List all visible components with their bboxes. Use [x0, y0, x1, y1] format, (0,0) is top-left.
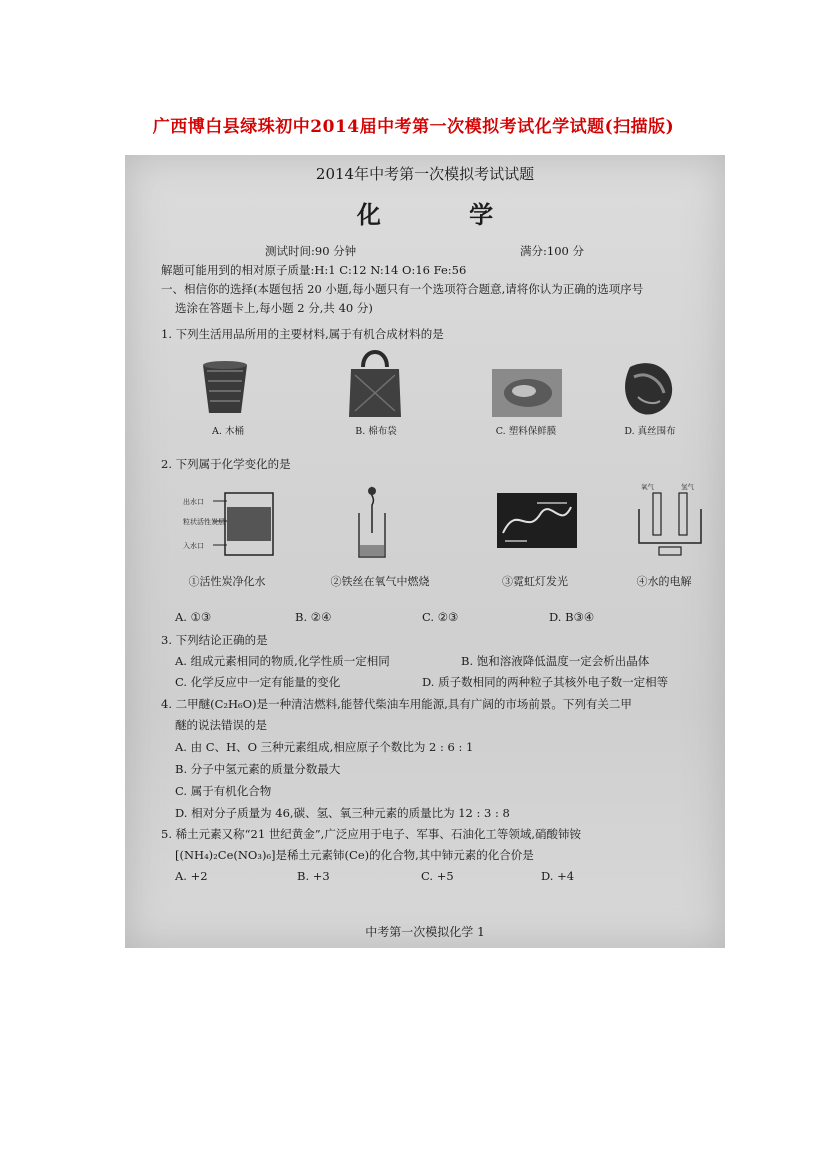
q4-stem-line1: 4. 二甲醚(C₂H₆O)是一种清洁燃料,能替代柴油车用能源,具有广阔的市场前景。下列有关二甲 — [161, 697, 632, 711]
fig4-label-oxygen: 氧气 — [641, 483, 654, 491]
iron-burning-picture — [347, 483, 397, 563]
silk-scarf-picture — [620, 357, 680, 422]
q1-option-c: C. 塑料保鲜膜 — [495, 426, 557, 437]
atomic-masses: 解题可能用到的相对原子质量:H:1 C:12 N:14 O:16 Fe:56 — [161, 263, 467, 277]
q1-option-b: B. 棉布袋 — [355, 426, 397, 437]
q4-option-c: C. 属于有机化合物 — [175, 784, 272, 798]
q2-option-b: B. ②④ — [295, 610, 332, 624]
q5-option-c: C. +5 — [421, 869, 454, 883]
exam-score: 满分:100 分 — [520, 244, 584, 258]
document-title: 广西博白县绿珠初中2014届中考第一次模拟考试化学试题(扫描版) — [152, 117, 675, 137]
q1-stem: 1. 下列生活用品所用的主要材料,属于有机合成材料的是 — [161, 327, 444, 341]
q2-stem: 2. 下列属于化学变化的是 — [161, 457, 291, 471]
q2-option-d: D. B③④ — [549, 610, 595, 624]
q3-option-c: C. 化学反应中一定有能量的变化 — [175, 675, 341, 689]
exam-header: 2014年中考第一次模拟考试试题 — [315, 165, 535, 183]
fig1-label-outlet: 出水口 — [183, 498, 204, 506]
q2-option-c: C. ②③ — [422, 610, 459, 624]
q3-stem: 3. 下列结论正确的是 — [161, 633, 268, 647]
q5-option-d: D. +4 — [541, 869, 575, 883]
fig1-label-carbon: 粒状活性炭层 — [183, 518, 225, 526]
q1-option-d: D. 真丝围布 — [624, 426, 676, 437]
page-footer: 中考第一次模拟化学 1 — [365, 925, 485, 939]
fig1-label-inlet: 入水口 — [183, 542, 204, 550]
carbon-filter-picture — [183, 489, 278, 559]
q5-option-b: B. +3 — [297, 869, 330, 883]
q4-option-d: D. 相对分子质量为 46,碳、氢、氧三种元素的质量比为 12 : 3 : 8 — [175, 806, 510, 820]
q3-option-b: B. 饱和溶液降低温度一定会析出晶体 — [461, 654, 650, 668]
q4-option-b: B. 分子中氢元素的质量分数最大 — [175, 762, 341, 776]
q5-stem-line1: 5. 稀土元素又称“21 世纪黄金”,广泛应用于电子、军事、石油化工等领域,硝酸铈铵 — [161, 827, 581, 841]
q2-option-a: A. ①③ — [175, 610, 212, 624]
fig4-label-hydrogen: 氢气 — [681, 483, 694, 491]
cotton-bag-picture — [345, 345, 405, 420]
q4-stem-line2: 醚的说法错误的是 — [175, 718, 267, 732]
q3-option-a: A. 组成元素相同的物质,化学性质一定相同 — [175, 654, 390, 668]
section1-instructions-line2: 选涂在答题卡上,每小题 2 分,共 40 分) — [175, 301, 373, 315]
exam-time: 测试时间:90 分钟 — [265, 244, 357, 258]
q2-caption-4: ④水的电解 — [636, 575, 692, 588]
water-electrolysis-picture — [633, 481, 708, 559]
q3-option-d: D. 质子数相同的两种粒子其核外电子数一定相等 — [422, 675, 669, 689]
q2-caption-3: ③霓虹灯发光 — [502, 575, 568, 588]
q2-caption-2: ②铁丝在氧气中燃烧 — [330, 575, 430, 588]
q5-stem-line2: [(NH₄)₂Ce(NO₃)₆]是稀土元素铈(Ce)的化合物,其中铈元素的化合价是 — [175, 848, 534, 862]
q5-option-a: A. +2 — [175, 869, 208, 883]
plastic-wrap-picture — [490, 365, 565, 420]
q1-option-a: A. 木桶 — [212, 426, 244, 437]
wooden-bucket-picture — [195, 357, 255, 417]
neon-light-picture — [497, 493, 577, 548]
section1-instructions-line1: 一、相信你的选择(本题包括 20 小题,每小题只有一个选项符合题意,请将你认为正确的选项序号 — [161, 282, 644, 296]
exam-subject: 化 学 — [356, 200, 534, 229]
q4-option-a: A. 由 C、H、O 三种元素组成,相应原子个数比为 2 : 6 : 1 — [175, 740, 474, 754]
scanned-exam-page — [125, 155, 725, 948]
q2-caption-1: ①活性炭净化水 — [188, 575, 266, 588]
